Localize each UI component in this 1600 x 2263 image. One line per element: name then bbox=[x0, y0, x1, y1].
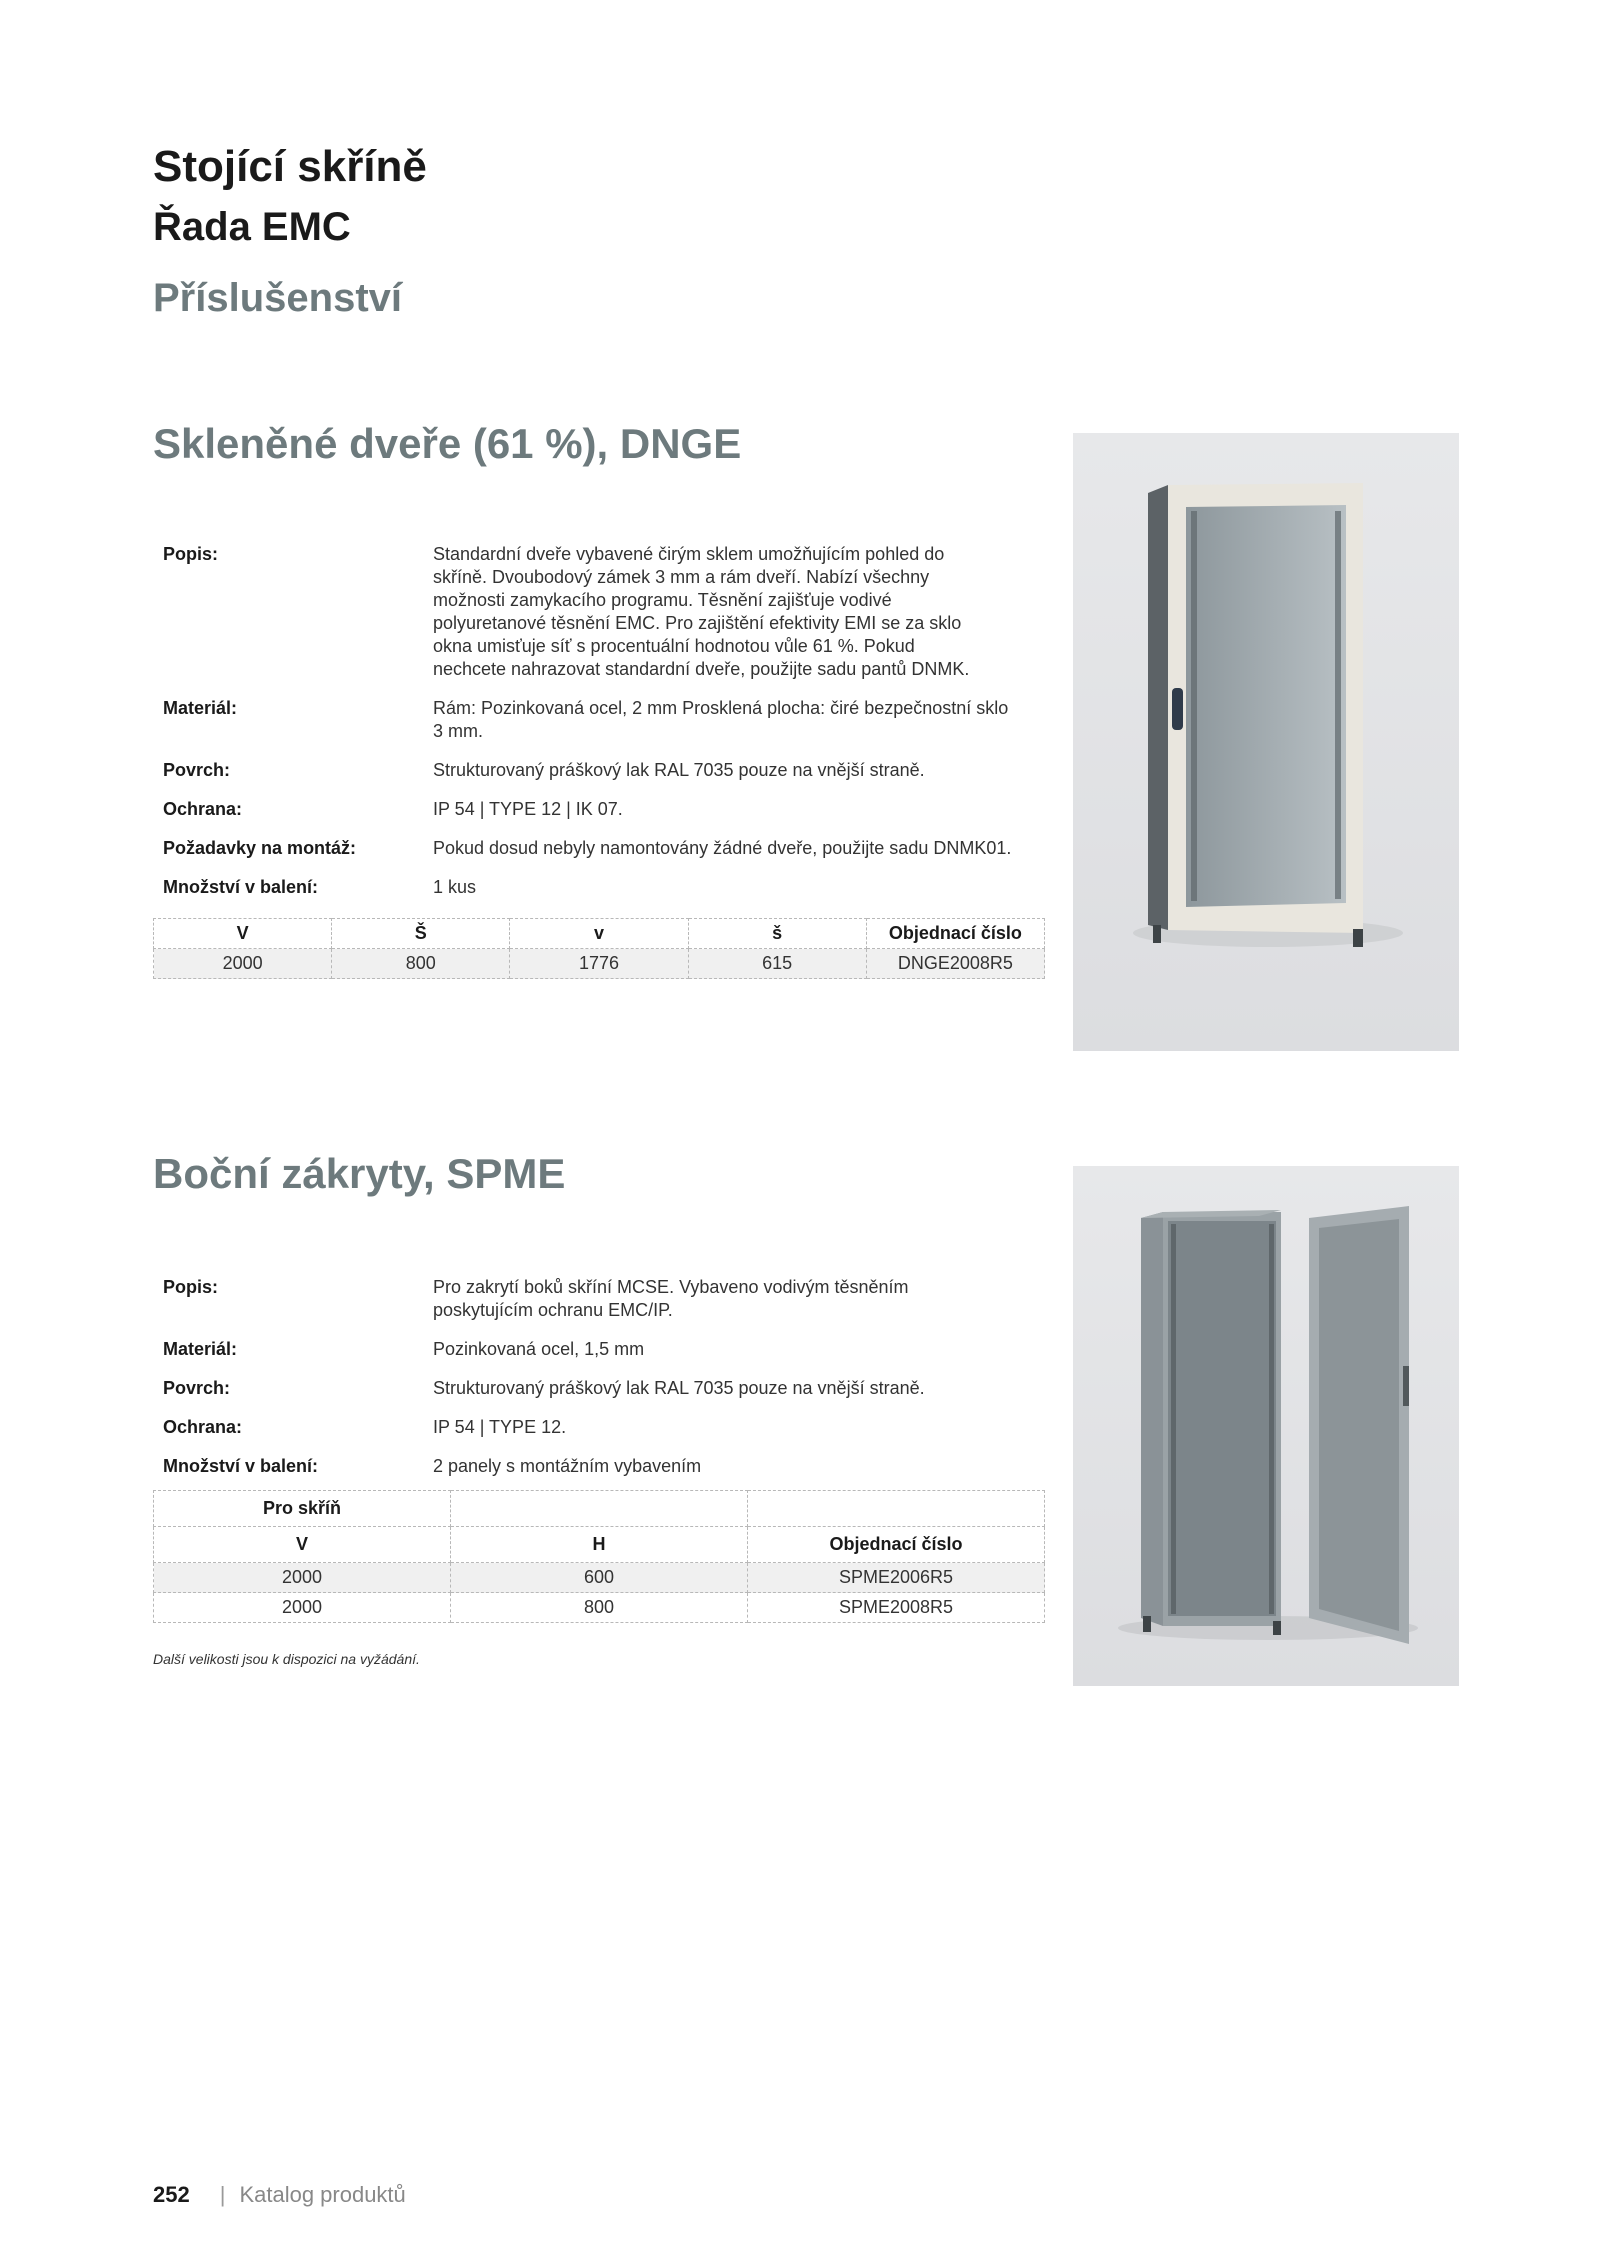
side-panel-cabinet-illustration bbox=[1073, 1166, 1459, 1686]
spec-label: Povrch: bbox=[163, 760, 231, 780]
spec-row bbox=[163, 876, 1043, 899]
table-cell: 1776 bbox=[510, 949, 688, 979]
spec-value: Strukturovaný práškový lak RAL 7035 pouze na vnější straně. bbox=[433, 1378, 925, 1398]
spec-label: Popis: bbox=[163, 544, 219, 564]
spec-value: Pozinkovaná ocel, 1,5 mm bbox=[433, 1339, 645, 1359]
spec-label: Požadavky na montáž: bbox=[163, 838, 357, 858]
empty-header bbox=[748, 1491, 1045, 1527]
table-cell: 600 bbox=[451, 1563, 748, 1593]
spec-value: 2 panely s montážním vybavením bbox=[433, 1456, 702, 1476]
table-row bbox=[154, 1563, 1045, 1593]
category-title: Příslušenství bbox=[153, 276, 403, 320]
spec-label: Materiál: bbox=[163, 698, 238, 718]
spec-row bbox=[163, 1276, 1043, 1322]
series-title: Řada EMC bbox=[153, 205, 351, 249]
spec-label: Materiál: bbox=[163, 1339, 238, 1359]
table-cell: 615 bbox=[688, 949, 866, 979]
catalog-name: Katalog produktů bbox=[239, 2182, 406, 2207]
column-header: š bbox=[688, 919, 866, 949]
table-cell: 2000 bbox=[154, 1563, 451, 1593]
spec-row bbox=[163, 1455, 1043, 1478]
table-cell: 2000 bbox=[154, 1593, 451, 1623]
spec-value: IP 54 | TYPE 12 | IK 07. bbox=[433, 799, 623, 819]
spec-value: IP 54 | TYPE 12. bbox=[433, 1417, 567, 1437]
spec-value: 1 kus bbox=[433, 877, 477, 897]
table-cell: 800 bbox=[332, 949, 510, 979]
spec-value: Pro zakrytí boků skříní MCSE. Vybaveno vodivým těsněním poskytujícím ochranu EMC/IP. bbox=[433, 1277, 909, 1320]
table-cell: 2000 bbox=[154, 949, 332, 979]
spec-row bbox=[163, 543, 1043, 681]
spec-value: Rám: Pozinkovaná ocel, 2 mm Prosklená plocha: čiré bezpečnostní sklo 3 mm. bbox=[433, 698, 1009, 741]
spec-label: Množství v balení: bbox=[163, 877, 319, 897]
footer-separator: | bbox=[219, 2182, 226, 2207]
group-header: Pro skříň bbox=[154, 1491, 451, 1527]
glass-door-cabinet-illustration bbox=[1073, 433, 1459, 1051]
spec-list-spme bbox=[163, 1276, 1043, 1494]
spec-list-dnge bbox=[163, 543, 1043, 915]
section-title-dnge: Skleněné dveře (61 %), DNGE bbox=[153, 420, 742, 467]
spec-label: Povrch: bbox=[163, 1378, 231, 1398]
page-number: 252 bbox=[153, 2182, 190, 2207]
spec-label: Popis: bbox=[163, 1277, 219, 1297]
column-header: Š bbox=[332, 919, 510, 949]
table-cell: SPME2008R5 bbox=[748, 1593, 1045, 1623]
dnge-product-image bbox=[1073, 433, 1459, 1051]
page-title: Stojící skříně bbox=[153, 142, 427, 191]
table-cell: SPME2006R5 bbox=[748, 1563, 1045, 1593]
spec-value: Strukturovaný práškový lak RAL 7035 pouze na vnější straně. bbox=[433, 760, 925, 780]
spec-value: Pokud dosud nebyly namontovány žádné dveře, použijte sadu DNMK01. bbox=[433, 838, 1012, 858]
spec-value: Standardní dveře vybavené čirým sklem umožňujícím pohled do skříně. Dvoubodový zámek 3 mm a rám dveří. Nabízí všechny možnosti zamykacího programu. Těsnění zajišťuje vodivé polyuretanové těsnění EMC. Pro zajištění efektivity EMI se za sklo okna umisťuje síť s procentuální hodnotou vůle 61 %. Pokud nechcete nahrazovat standardní dveře, použijte sadu pantů DNMK. bbox=[433, 544, 970, 679]
spme-product-image bbox=[1073, 1166, 1459, 1686]
dnge-table bbox=[153, 918, 1045, 979]
column-header: H bbox=[451, 1527, 748, 1563]
table-row bbox=[154, 1593, 1045, 1623]
spec-row bbox=[163, 1338, 1043, 1361]
spec-row bbox=[163, 798, 1043, 821]
spec-label: Ochrana: bbox=[163, 799, 243, 819]
spec-row bbox=[163, 697, 1043, 743]
column-header: V bbox=[154, 919, 332, 949]
column-header: v bbox=[510, 919, 688, 949]
table-header-row bbox=[154, 1527, 1045, 1563]
table-group-row bbox=[154, 1491, 1045, 1527]
spec-row bbox=[163, 1377, 1043, 1400]
empty-header bbox=[451, 1491, 748, 1527]
table-header-row bbox=[154, 919, 1045, 949]
spec-label: Množství v balení: bbox=[163, 1456, 319, 1476]
spec-row bbox=[163, 837, 1043, 860]
spec-row bbox=[163, 759, 1043, 782]
column-header: V bbox=[154, 1527, 451, 1563]
table-cell: 800 bbox=[451, 1593, 748, 1623]
column-header: Objednací číslo bbox=[748, 1527, 1045, 1563]
table-row bbox=[154, 949, 1045, 979]
spec-label: Ochrana: bbox=[163, 1417, 243, 1437]
column-header: Objednací číslo bbox=[866, 919, 1044, 949]
section-title-spme: Boční zákryty, SPME bbox=[153, 1150, 566, 1197]
availability-note: Další velikosti jsou k dispozici na vyžádání. bbox=[153, 1651, 420, 1667]
spec-row bbox=[163, 1416, 1043, 1439]
page-footer bbox=[153, 2182, 406, 2208]
spme-table bbox=[153, 1490, 1045, 1623]
table-cell: DNGE2008R5 bbox=[866, 949, 1044, 979]
